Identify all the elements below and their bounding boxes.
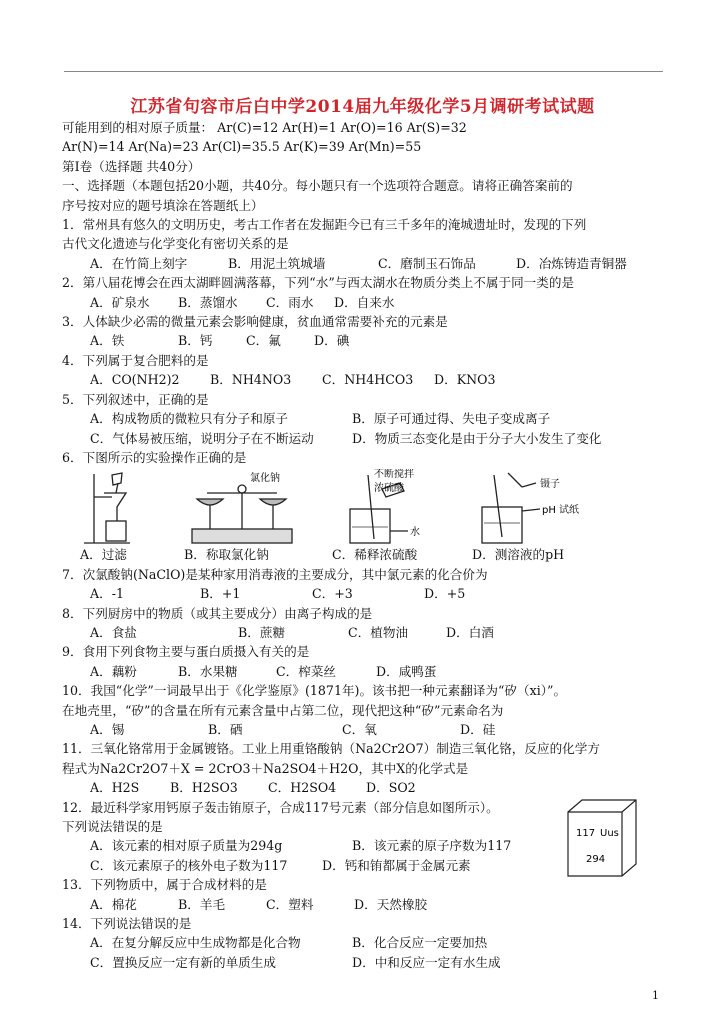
fig-label-stir: 不断搅拌 [374,469,414,481]
question-8-stem: 8．下列厨房中的物质（或其主要成分）由离子构成的是 [62,605,373,621]
question-5-stem: 5．下列叙述中，正确的是 [62,391,209,407]
option-c: C．气体易被压缩，说明分子在不断运动 [90,430,314,446]
lab-operations-figure [62,469,672,547]
question-9-stem: 9．食用下列食物主要与蛋白质摄入有关的是 [62,644,310,660]
question-14-options-row-1 [62,933,672,952]
page-title: 江苏省句容市后白中学2014届九年级化学5月调研考试试题 [130,97,595,117]
fig-label-water: 水 [410,527,420,539]
option-a: A．在复分解反应中生成物都是化合物 [90,935,301,951]
option-a: A．铁 [90,333,125,349]
question-12-stem: 12．最近科学家用钙原子轰击铕原子，合成117号元素（部分信息如图所示）。 [62,799,499,815]
balance-apparatus [192,485,292,543]
question-3-options [62,331,672,350]
question-4-options [62,370,672,389]
question-4-stem: 4．下列属于复合肥料的是 [62,352,209,368]
option-b: B．化合反应一定要加热 [352,935,488,951]
option-b: B．蒸馏水 [178,294,238,310]
option-b: B．水果糖 [178,663,238,679]
option-b: B．用泥土筑城墙 [228,255,326,271]
option-c: C．H2SO4 [268,780,337,796]
header-rule [64,71,663,72]
option-b: B．硒 [208,721,243,737]
fig-label-tweezers: 镊子 [540,479,560,491]
filtration-apparatus [84,473,130,543]
option-d: D．+5 [424,586,466,602]
option-c: C．雨水 [266,294,314,310]
option-c: C．氧 [342,721,377,737]
option-c: C．该元素原子的核外电子数为117 [90,857,288,873]
option-c: C．+3 [312,586,353,602]
question-1-stem: 1．常州具有悠久的文明历史，考古工作者在发掘距今已有三千多年的淹城遗址时，发现的下列 [62,217,587,233]
option-c: C．置换反应一定有新的单质生成 [90,954,276,970]
question-7-stem: 7．次氯酸钠(NaClO)是某种家用消毒液的主要成分，其中氯元素的化合价为 [62,566,488,582]
question-9-options [62,662,672,681]
page-number: 1 [652,989,659,1002]
lab-illustration [82,469,642,547]
instructions-line-1: 一、选择题（本题包括20小题，共40分。每小题只有一个选项符合题意。请将正确答案前的 [62,178,573,194]
option-c: C．磨制玉石饰品 [378,255,476,271]
option-d: D．天然橡胶 [354,896,428,912]
option-a: A．食盐 [90,624,137,640]
question-10-options [62,720,672,739]
question-6-stem: 6．下图所示的实验操作正确的是 [62,449,247,465]
option-c: C．榨菜丝 [276,663,337,679]
option-a: A．H2S [90,780,140,796]
fig-label-nacl: 氯化钠 [250,473,280,485]
ph-test-apparatus [482,473,540,543]
option-d: D．钙和铕都属于金属元素 [322,857,471,873]
element-symbol: Uus [600,828,619,839]
fig-label-ph-paper: pH 试纸 [542,505,580,517]
atomic-mass-line-2: Ar(N)=14 Ar(Na)=23 Ar(Cl)=35.5 Ar(K)=39 Ar(Mn)=55 [62,139,422,155]
option-c: C．氟 [246,333,281,349]
option-b: B．H2SO3 [170,780,238,796]
element-mass: 294 [586,854,606,865]
question-11-stem-cont: 程式为Na2Cr2O7＋X = 2CrO3＋Na2SO4＋H2O，其中X的化学式是 [62,760,469,776]
option-c: C．稀释浓硫酸 [332,547,418,563]
option-c: C．NH4HCO3 [322,372,414,388]
question-1-options [62,254,672,273]
question-5-options-row-2 [62,429,672,448]
option-d: D．物质三态变化是由于分子大小发生了变化 [352,430,602,446]
fig-label-acid: 浓硫酸 [374,483,404,495]
question-10-stem-cont: 在地壳里，“矽”的含量在所有元素含量中占第二位，现代把这种“矽”元素命名为 [62,702,504,718]
option-d: D．冶炼铸造青铜器 [516,255,627,271]
option-b: B．羊毛 [178,896,226,912]
question-12-stem-cont: 下列说法错误的是 [62,819,163,834]
question-13-options [62,895,672,914]
option-a: A．构成物质的微粒只有分子和原子 [90,411,289,427]
option-d: D．自来水 [334,294,395,310]
option-a: A．在竹简上刻字 [90,255,188,271]
option-c: C．塑料 [266,896,314,912]
option-a: A．矿泉水 [90,294,150,310]
option-a: A．CO(NH2)2 [90,372,180,388]
option-b: B．NH4NO3 [210,372,292,388]
option-b: B．该元素的原子序数为117 [352,838,512,854]
question-6-options [62,545,672,564]
option-d: D．白酒 [446,624,494,640]
question-5-options-row-1 [62,409,672,428]
question-14-options-row-2 [62,953,672,972]
option-d: D．SO2 [366,780,416,796]
option-a: A．藕粉 [90,663,137,679]
question-13-stem: 13．下列物质中，属于合成材料的是 [62,877,267,893]
section-heading: 第Ⅰ卷（选择题 共40分） [62,158,201,174]
option-b: B．原子可通过得、失电子变成离子 [352,411,551,427]
element-info-box [566,798,638,878]
option-b: B．+1 [200,586,241,602]
option-a: A．该元素的相对原子质量为294g [90,838,283,854]
question-14-stem: 14．下列说法错误的是 [62,916,192,932]
option-b: B．蔗糖 [238,624,286,640]
option-a: A．过滤 [80,547,127,563]
instructions-line-2: 序号按对应的题号填涂在答题纸上） [62,197,264,213]
option-b: B．称取氯化钠 [184,547,269,563]
option-d: D．KNO3 [434,372,496,388]
question-8-options [62,623,672,642]
option-b: B．钙 [178,333,213,349]
option-d: D．碘 [314,333,350,349]
option-d: D．咸鸭蛋 [376,663,437,679]
question-1-stem-cont: 古代文化遗迹与化学变化有密切关系的是 [62,236,289,252]
option-d: D．硅 [460,721,496,737]
option-a: A．锡 [90,721,125,737]
question-11-options [62,778,672,797]
question-11-stem: 11．三氧化铬常用于金属镀铬。工业上用重铬酸钠（Na2Cr2O7）制造三氧化铬，反应的化学方 [62,741,600,757]
option-a: A．-1 [90,586,124,602]
question-10-stem: 10．我国“化学”一词最早出于《化学鉴原》(1871年)。该书把一种元素翻译为“矽（xi）”。 [62,683,567,699]
question-2-stem: 2．第八届花博会在西太湖畔圆满落幕，下列“水”与西太湖水在物质分类上不属于同一类的是 [62,275,575,291]
question-7-options [62,584,672,603]
option-a: A．棉花 [90,896,137,912]
element-number: 117 [576,828,596,839]
option-d: D．测溶液的pH [472,547,565,563]
option-c: C．植物油 [348,624,409,640]
atomic-mass-line-1: 可能用到的相对原子质量： Ar(C)=12 Ar(H)=1 Ar(O)=16 Ar(S)=32 [62,120,467,135]
question-3-stem: 3．人体缺少必需的微量元素会影响健康，贫血通常需要补充的元素是 [62,314,448,330]
question-2-options [62,293,672,312]
option-d: D．中和反应一定有水生成 [352,954,501,970]
